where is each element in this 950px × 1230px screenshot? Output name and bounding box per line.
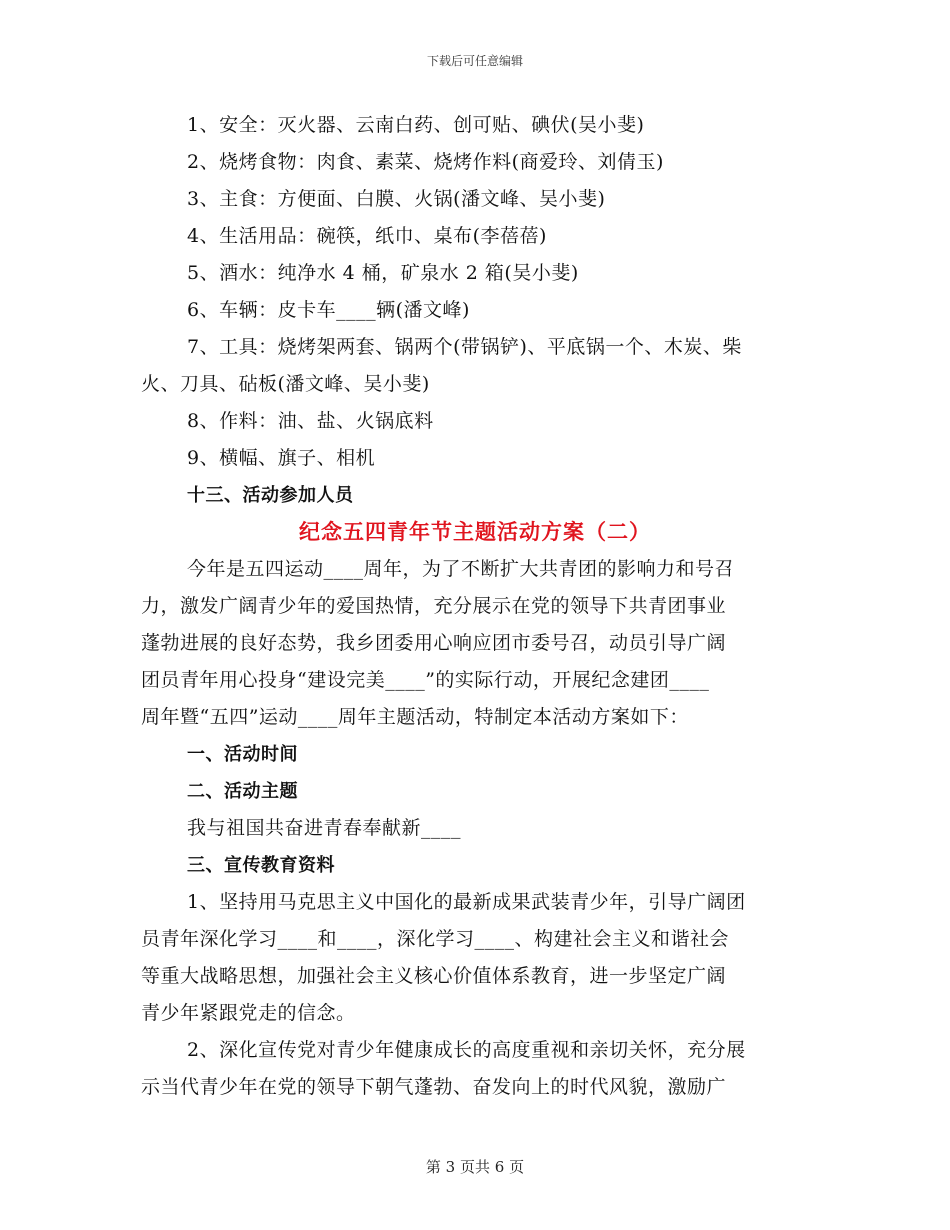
paragraph-line: 等重大战略思想，加强社会主义核心价值体系教育，进一步坚定广阔 — [141, 965, 727, 987]
list-item-seasoning: 8、作料：油、盐、火锅底料 — [187, 410, 434, 432]
list-item-tools: 7、工具：烧烤架两套、锅两个(带锅铲)、平底锅一个、木炭、柴 — [187, 336, 742, 358]
list-item-vehicles: 6、车辆：皮卡车____辆(潘文峰) — [187, 299, 470, 321]
list-item-bbq-food: 2、烧烤食物：肉食、素菜、烧烤作料(商爱玲、刘倩玉) — [187, 151, 664, 173]
document-title: 纪念五四青年节主题活动方案（二） — [299, 520, 651, 544]
list-item-safety: 1、安全：灭火器、云南白药、创可贴、碘伏(吴小斐) — [187, 114, 645, 136]
list-item-daily-supplies: 4、生活用品：碗筷，纸巾、桌布(李蓓蓓) — [187, 225, 547, 247]
paragraph-line: 员青年深化学习____和____，深化学习____、构建社会主义和谐社会 — [141, 928, 730, 950]
paragraph-line: 2、深化宣传党对青少年健康成长的高度重视和亲切关怀，充分展 — [187, 1039, 746, 1061]
document-body — [141, 107, 809, 1106]
paragraph-line: 1、坚持用马克思主义中国化的最新成果武装青少年，引导广阔团 — [187, 891, 746, 913]
paragraph-line: 蓬勃进展的良好态势，我乡团委用心响应团市委号召，动员引导广阔 — [141, 632, 727, 654]
list-item-banner: 9、横幅、旗子、相机 — [187, 447, 376, 469]
page-footer: 第 3 页共 6 页 — [425, 1158, 525, 1176]
paragraph-line: 青少年紧跟党走的信念。 — [141, 1002, 356, 1024]
list-item-drinks: 5、酒水：纯净水 4 桶，矿泉水 2 箱(吴小斐) — [187, 262, 579, 284]
theme-text: 我与祖国共奋进青春奉献新____ — [187, 817, 462, 839]
paragraph-line: 力，激发广阔青少年的爱国热情，充分展示在党的领导下共青团事业 — [141, 595, 727, 617]
paragraph-line: 示当代青少年在党的领导下朝气蓬勃、奋发向上的时代风貌，激励广 — [141, 1076, 727, 1098]
paragraph-line: 团员青年用心投身“建设完美____”的实际行动，开展纪念建团____ — [141, 669, 710, 691]
section-heading-materials: 三、宣传教育资料 — [187, 855, 335, 876]
list-item-tools-continued: 火、刀具、砧板(潘文峰、吴小斐) — [141, 373, 430, 395]
section-heading-theme: 二、活动主题 — [187, 781, 298, 802]
list-item-staple-food: 3、主食：方便面、白膜、火锅(潘文峰、吴小斐) — [187, 188, 606, 210]
paragraph-line: 今年是五四运动____周年，为了不断扩大共青团的影响力和号召 — [187, 558, 735, 580]
section-heading-participants: 十三、活动参加人员 — [187, 485, 354, 506]
page-header: 下载后可任意编辑 — [426, 54, 523, 68]
paragraph-line: 周年暨“五四”运动____周年主题活动，特制定本活动方案如下： — [141, 706, 689, 728]
section-heading-time: 一、活动时间 — [187, 744, 298, 765]
